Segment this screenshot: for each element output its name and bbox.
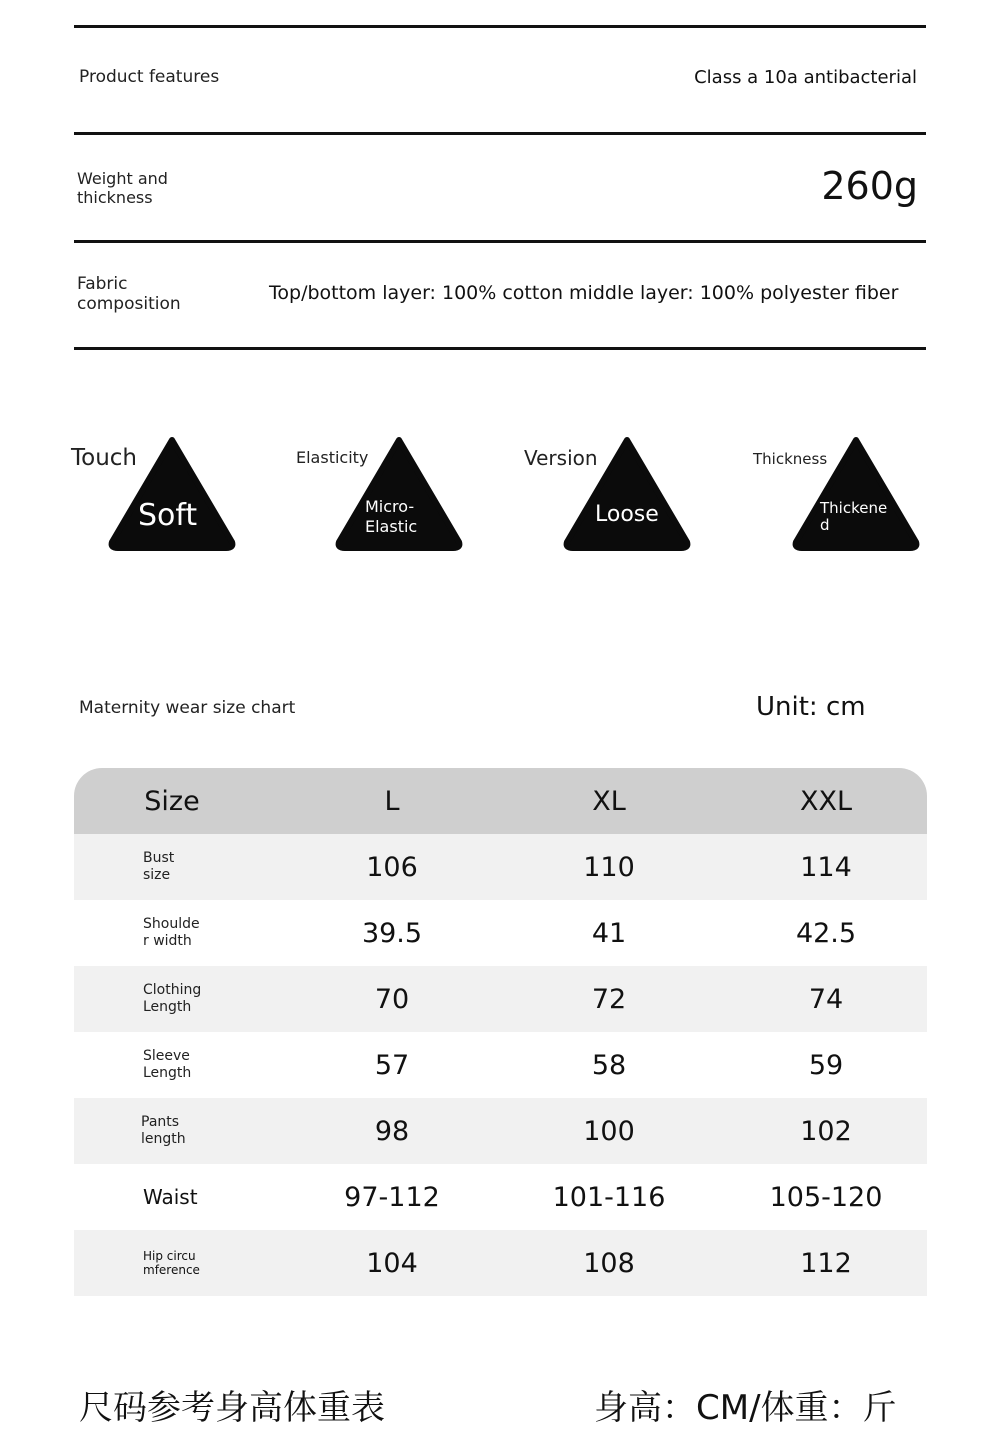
row-label-line1: Shoulde — [143, 916, 200, 932]
row-label-line1: Hip circu — [143, 1249, 196, 1263]
header-cell-size: Size — [144, 785, 200, 817]
attribute-thickness — [752, 436, 982, 556]
footer-left-heading: 尺码参考身高体重表 — [79, 1388, 385, 1428]
row-label — [143, 982, 263, 1016]
footer-right-heading: 身高：CM/体重：斤 — [594, 1388, 897, 1428]
table-cell: 97-112 — [344, 1181, 440, 1213]
attribute-value — [595, 502, 659, 527]
table-cell: 108 — [583, 1247, 635, 1279]
size-chart-unit: Unit: cm — [756, 692, 866, 722]
row-label — [143, 916, 263, 950]
triangle-badge-icon — [563, 436, 691, 552]
divider-4 — [74, 347, 926, 350]
row-label-line2: mference — [143, 1263, 200, 1277]
table-row — [74, 1098, 927, 1164]
attribute-touch — [68, 436, 298, 556]
attribute-value — [365, 497, 417, 537]
table-cell: 72 — [591, 983, 627, 1015]
table-cell: 98 — [374, 1115, 410, 1147]
table-header-row — [74, 768, 927, 834]
divider-3 — [74, 240, 926, 243]
row-label — [143, 850, 263, 884]
table-cell: 39.5 — [361, 917, 423, 949]
table-cell: 58 — [591, 1049, 627, 1081]
table-cell: 101-116 — [552, 1181, 666, 1213]
triangle-badge-icon — [108, 436, 236, 552]
table-row — [74, 1032, 927, 1098]
divider-2 — [74, 132, 926, 135]
attribute-value-line2: Elastic — [365, 517, 418, 536]
attribute-value-line1: Loose — [595, 502, 659, 527]
table-row — [74, 834, 927, 900]
attribute-label: Touch — [71, 445, 138, 471]
row-label-line1: Clothing — [143, 982, 202, 998]
size-table — [74, 768, 927, 1296]
table-cell: 104 — [366, 1247, 418, 1279]
header-cell-xl: XL — [592, 785, 626, 817]
row-label-line2: Length — [143, 999, 192, 1015]
weight-value: 260g — [821, 164, 918, 208]
fabric-label-line1: Fabric — [77, 274, 128, 294]
row-label — [143, 1048, 263, 1082]
attribute-label: Thickness — [753, 450, 828, 468]
table-cell: 106 — [366, 851, 418, 883]
table-row — [74, 1164, 927, 1230]
table-cell: 70 — [374, 983, 410, 1015]
table-cell: 42.5 — [795, 917, 857, 949]
table-cell: 100 — [583, 1115, 635, 1147]
attribute-version — [523, 436, 753, 556]
row-label — [143, 1185, 263, 1209]
weight-label-line1: Weight and — [77, 169, 168, 188]
attribute-value-line1: Thickene — [820, 499, 888, 517]
attribute-value-line2: d — [820, 516, 830, 534]
table-cell: 102 — [800, 1115, 852, 1147]
table-cell: 59 — [808, 1049, 844, 1081]
table-cell: 114 — [800, 851, 852, 883]
header-cell-l: L — [384, 785, 400, 817]
row-label-line2: Length — [143, 1065, 192, 1081]
table-cell: 41 — [591, 917, 627, 949]
row-label-line2: r width — [143, 933, 192, 949]
attribute-value — [820, 500, 887, 534]
attribute-label: Elasticity — [296, 448, 369, 467]
attribute-value-line1: Micro- — [365, 497, 415, 516]
row-label-line2: size — [143, 867, 171, 883]
features-value: Class a 10a antibacterial — [694, 67, 917, 88]
weight-label-line2: thickness — [77, 188, 153, 207]
row-label — [141, 1114, 261, 1148]
header-cell-xxl: XXL — [799, 785, 853, 817]
table-cell: 57 — [374, 1049, 410, 1081]
size-chart-title: Maternity wear size chart — [79, 698, 296, 718]
table-row — [74, 1230, 927, 1296]
fabric-value: Top/bottom layer: 100% cotton middle layer: 100% polyester fiber — [269, 282, 899, 304]
table-cell: 105-120 — [769, 1181, 883, 1213]
triangle-badge-icon — [792, 436, 920, 552]
row-label — [143, 1249, 263, 1277]
table-row — [74, 900, 927, 966]
attribute-elasticity — [295, 436, 525, 556]
weight-label — [77, 169, 168, 207]
attribute-value — [138, 498, 197, 533]
table-cell: 112 — [800, 1247, 852, 1279]
row-label-line1: Sleeve — [143, 1048, 190, 1064]
row-label-line2: length — [141, 1131, 186, 1147]
row-label-line1: Pants — [141, 1114, 180, 1130]
row-label-line1: Waist — [143, 1185, 198, 1209]
features-label: Product features — [79, 67, 220, 87]
attribute-label: Version — [524, 446, 598, 470]
attribute-value-line1: Soft — [138, 498, 198, 533]
table-row — [74, 966, 927, 1032]
fabric-label — [77, 274, 181, 314]
row-label-line1: Bust — [143, 850, 175, 866]
table-cell: 74 — [808, 983, 844, 1015]
table-cell: 110 — [583, 851, 635, 883]
divider-top — [74, 25, 926, 28]
fabric-label-line2: composition — [77, 294, 181, 314]
